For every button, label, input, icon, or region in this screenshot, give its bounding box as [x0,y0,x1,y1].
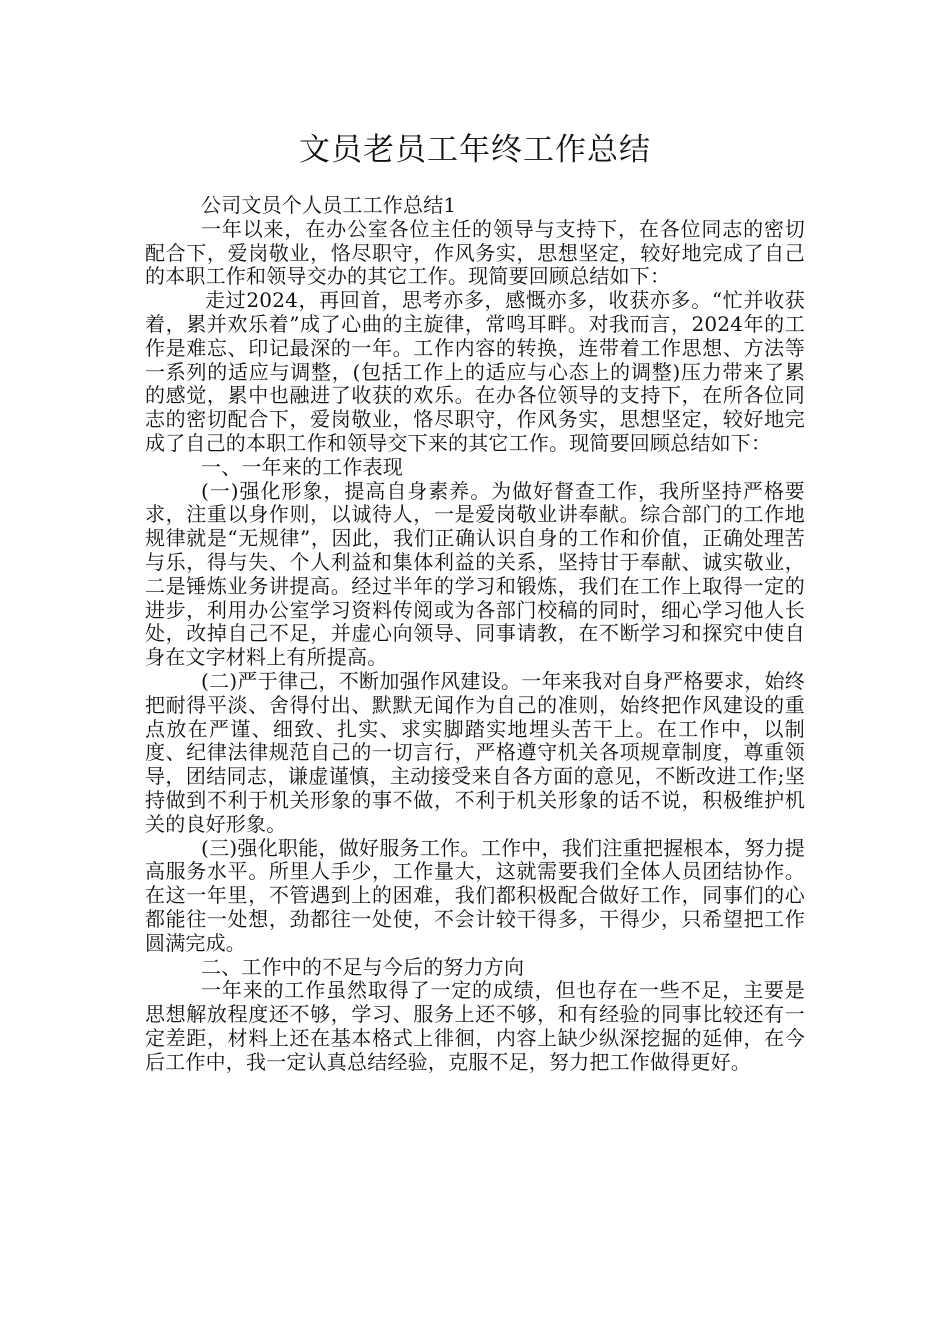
paragraph-item-1: (一)强化形象，提高自身素养。为做好督查工作，我所坚持严格要求，注重以身作则，以诚待人，一是爱岗敬业讲奉献。综合部门的工作地规律就是“无规律”，因此，我们正确认识自身的工作和价值，正确处理苦与乐，得与失、个人利益和集体利益的关系，坚持甘于奉献、诚实敬业，二是锤炼业务讲提高。经过半年的学习和锻炼，我们在工作上取得一定的进步，利用办公室学习资料传阅或为各部门校稿的同时，细心学习他人长处，改掉自己不足，并虚心向领导、同事请教，在不断学习和探究中使自身在文字材料上有所提高。 [145,478,805,670]
paragraph-subtitle: 公司文员个人员工工作总结1 [201,193,457,217]
paragraph-item-2: (二)严于律己，不断加强作风建设。一年来我对自身严格要求，始终把耐得平淡、舍得付出、默默无闻作为自己的准则，始终把作风建设的重点放在严谨、细致、扎实、求实脚踏实地埋头苦干上。在工作中，以制度、纪律法律规范自己的一切言行，严格遵守机关各项规章制度，尊重领导，团结同志，谦虚谨慎，主动接受来自各方面的意见，不断改进工作;坚持做到不利于机关形象的事不做，不利于机关形象的话不说，积极维护机关的良好形象。 [145,668,805,836]
paragraph-review: 走过2024，再回首，思考亦多，感慨亦多，收获亦多。“忙并收获着，累并欢乐着”成了心曲的主旋律，常鸣耳畔。对我而言，2024年的工作是难忘、印记最深的一年。工作内容的转换，连带着工作思想、方法等一系列的适应与调整，(包括工作上的适应与心态上的调整)压力带来了累的感觉，累中也融进了收获的欢乐。在办各位领导的支持下，在所各位同志的密切配合下，爱岗敬业，恪尽职守，作风务实，思想坚定，较好地完成了自己的本职工作和领导交下来的其它工作。现简要回顾总结如下： [145,288,805,455]
paragraph-intro: 一年以来，在办公室各位主任的领导与支持下，在各位同志的密切配合下，爱岗敬业，恪尽职守，作风务实，思想坚定，较好地完成了自己的本职工作和领导交办的其它工作。现简要回顾总结如下： [145,216,805,289]
section-heading-performance: 一、一年来的工作表现 [201,454,403,479]
paragraph-conclusion: 一年来的工作虽然取得了一定的成绩，但也存在一些不足，主要是思想解放程度还不够，学习、服务上还不够，和有经验的同事比较还有一定差距，材料上还在基本格式上徘徊，内容上缺少纵深挖掘的延伸，在今后工作中，我一定认真总结经验，克服不足，努力把工作做得更好。 [145,978,805,1074]
document-title: 文员老员工年终工作总结 [299,132,651,168]
paragraph-item-3: (三)强化职能，做好服务工作。工作中，我们注重把握根本，努力提高服务水平。所里人手少，工作量大，这就需要我们全体人员团结协作。在这一年里，不管遇到上的困难，我们都积极配合做好工作，同事们的心都能往一处想，劲都往一处使，不会计较干得多，干得少，只希望把工作圆满完成。 [145,835,805,955]
section-heading-shortcomings: 二、工作中的不足与今后的努力方向 [201,954,525,979]
document-page [145,128,805,1074]
